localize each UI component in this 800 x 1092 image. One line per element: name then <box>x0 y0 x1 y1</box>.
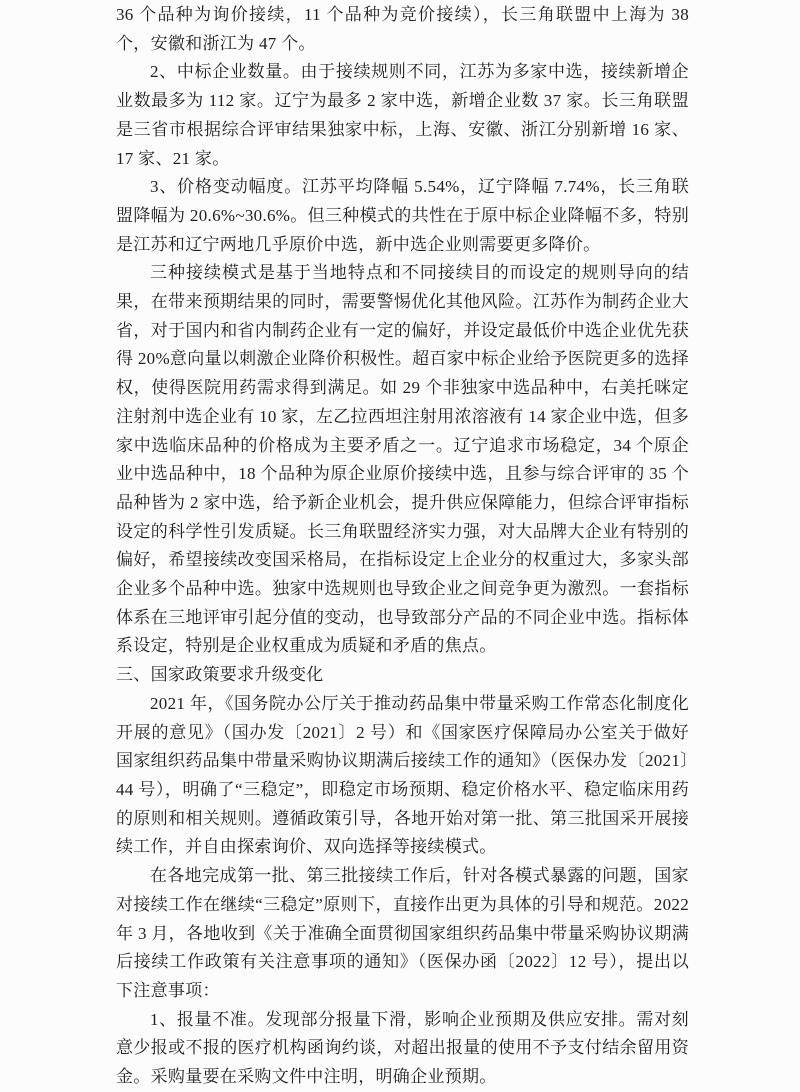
paragraph-2021-policy-documents: 2021 年，《国务院办公厅关于推动药品集中带量采购工作常态化制度化开展的意见》（国办发〔2021〕2 号）和《国家医疗保障局办公室关于做好国家组织药品集中带量采购协议期满后接续工作的通知》（医保办发〔2021〕44 号），明确了“三稳定”，即稳定市场预期、稳定价格水平、稳定临床用药的原则和相关规则。遵循政策引导，各地开始对第一批、第三批国采开展接续工作，并自由探索询价、双向选择等接续模式。 <box>116 693 689 857</box>
document-text-block <box>116 1 689 1092</box>
paragraph-item1-inaccurate-reported-volume: 1、报量不准。发现部分报量下滑，影响企业预期及供应安排。需对刻意少报或不报的医疗机构函询约谈，对超出报量的使用不予支付结余留用资金。采购量要在采购文件中注明，明确企业预期。 <box>116 1009 689 1087</box>
paragraph-2022-notice: 在各地完成第一批、第三批接续工作后，针对各模式暴露的问题，国家对接续工作在继续“三稳定”原则下，直接作出更为具体的引导和规范。2022 年 3 月，各地收到《关于准确全面贯彻国家组织药品集中带量采购协议期满后接续工作政策有关注意事项的通知》（医保办函〔2022〕12 号），提出以下注意事项： <box>116 866 689 1000</box>
paragraph-price-change-range: 3、价格变动幅度。江苏平均降幅 5.54%，辽宁降幅 7.74%，长三角联盟降幅为 20.6%~30.6%。但三种模式的共性在于原中标企业降幅不多，特别是江苏和辽宁两地几乎原价中选，新中选企业则需要更多降价。 <box>116 177 689 254</box>
paragraph-species-counts-continuation: 36 个品种为询价接续，11 个品种为竞价接续），长三角联盟中上海为 38 个，安徽和浙江为 47 个。 <box>116 5 689 53</box>
paragraph-winning-company-numbers: 2、中标企业数量。由于接续规则不同，江苏为多家中选，接续新增企业数最多为 112 家。辽宁为最多 2 家中选，新增企业数 37 家。长三角联盟是三省市根据综合评审结果独家中标，上海、安徽、浙江分别新增 16 家、17 家、21 家。 <box>116 62 689 168</box>
paragraph-three-renewal-models-analysis: 三种接续模式是基于当地特点和不同接续目的而设定的规则导向的结果，在带来预期结果的同时，需要警惕优化其他风险。江苏作为制药企业大省，对于国内和省内制药企业有一定的偏好，并设定最低价中选企业优先获得 20%意向量以刺激企业降价积极性。超百家中标企业给予医院更多的选择权，使得医院用药需求得到满足。如 29 个非独家中选品种中，右美托咪定注射剂中选企业有 10 家，左乙拉西坦注射用浓溶液有 14 家企业中选，但多家中选临床品种的价格成为主要矛盾之一。辽宁追求市场稳定，34 个原企业中选品种中，18 个品种为原企业原价接续中选，且参与综合评审的 35 个品种皆为 2 家中选，给予新企业机会，提升供应保障能力，但综合评审指标设定的科学性引发质疑。长三角联盟经济实力强，对大品牌大企业有特别的偏好，希望接续改变国采格局，在指标设定上企业分的权重过大，多家头部企业多个品种中选。独家中选规则也导致企业之间竞争更为激烈。一套指标体系在三地评审引起分值的变动，也导致部分产品的不同企业中选。指标体系设定，特别是企业权重成为质疑和矛盾的焦点。 <box>116 263 689 656</box>
section-heading-national-policy-upgrade: 三、国家政策要求升级变化 <box>116 665 324 685</box>
